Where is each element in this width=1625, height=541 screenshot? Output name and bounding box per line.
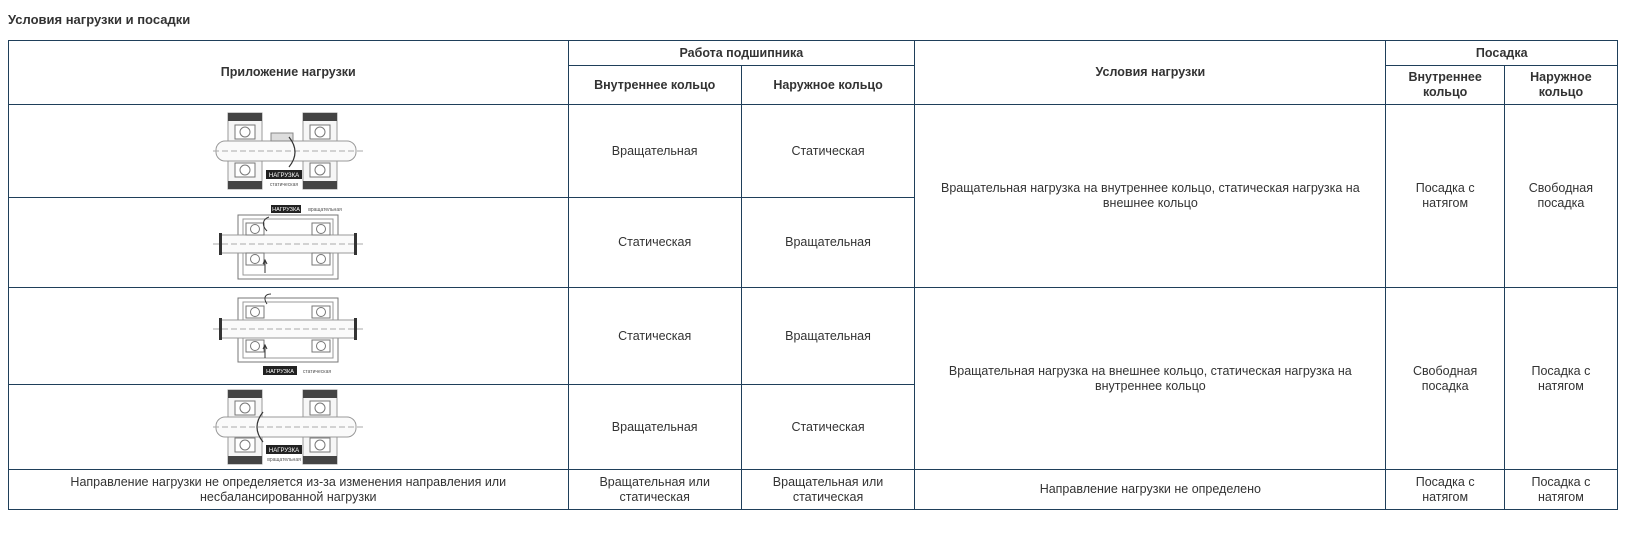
rotating-housing-static-load-diagram: [213, 292, 363, 380]
fit-outer-cell: Свободная посадка: [1504, 105, 1617, 288]
rotating-shaft-static-load-diagram: [213, 111, 363, 191]
load-caption: статическая: [270, 182, 299, 188]
fit-outer-cell: Посадка с натягом: [1504, 288, 1617, 470]
header-application: Приложение нагрузки: [9, 41, 569, 105]
header-load-conditions: Условия нагрузки: [915, 41, 1386, 105]
header-bearing-operation: Работа подшипника: [568, 41, 915, 66]
load-caption: вращательная: [308, 206, 343, 213]
diagram-cell: [9, 385, 569, 470]
fit-inner-cell: Посадка с натягом: [1386, 105, 1504, 288]
diagram-cell: [9, 198, 569, 288]
rotating-housing-rotating-load-diagram: [213, 388, 363, 466]
header-inner-ring: Внутреннее кольцо: [568, 66, 741, 105]
load-badge: НАГРУЗКА: [272, 206, 301, 213]
diagram-cell: [9, 288, 569, 385]
header-fit-inner: Внутреннее кольцо: [1386, 66, 1504, 105]
inner-ring-cell: Вращательная: [568, 385, 741, 470]
outer-ring-cell: Статическая: [741, 105, 914, 198]
outer-ring-cell: Вращательная: [741, 288, 914, 385]
load-fit-table: [8, 40, 1618, 510]
diagram-cell: [9, 105, 569, 198]
fit-inner-cell: Посадка с натягом: [1386, 470, 1504, 510]
fit-outer-cell: Посадка с натягом: [1504, 470, 1617, 510]
static-shaft-rotating-load-diagram: [213, 203, 363, 283]
fit-inner-cell: Свободная посадка: [1386, 288, 1504, 470]
inner-ring-cell: Вращательная: [568, 105, 741, 198]
outer-ring-cell: Вращательная или статическая: [741, 470, 914, 510]
table-row: [9, 470, 1618, 510]
load-condition-cell: Вращательная нагрузка на внутреннее кольцо, статическая нагрузка на внешнее кольцо: [915, 105, 1386, 288]
load-badge: НАГРУЗКА: [269, 448, 300, 454]
inner-ring-cell: Вращательная или статическая: [568, 470, 741, 510]
table-row: [9, 288, 1618, 385]
load-condition-cell: Направление нагрузки не определено: [915, 470, 1386, 510]
inner-ring-cell: Статическая: [568, 198, 741, 288]
outer-ring-cell: Статическая: [741, 385, 914, 470]
inner-ring-cell: Статическая: [568, 288, 741, 385]
load-caption: статическая: [303, 369, 332, 375]
load-condition-cell: Вращательная нагрузка на внешнее кольцо, статическая нагрузка на внутреннее кольцо: [915, 288, 1386, 470]
header-fit-outer: Наружное кольцо: [1504, 66, 1617, 105]
application-text-cell: Направление нагрузки не определяется из-за изменения направления или несбалансированной нагрузки: [9, 470, 569, 510]
page-title: Условия нагрузки и посадки: [8, 12, 191, 27]
load-badge: НАГРУЗКА: [266, 369, 295, 375]
header-fit: Посадка: [1386, 41, 1618, 66]
table-row: [9, 105, 1618, 198]
outer-ring-cell: Вращательная: [741, 198, 914, 288]
load-caption: вращательная: [267, 457, 302, 463]
load-badge: НАГРУЗКА: [269, 173, 300, 179]
header-outer-ring: Наружное кольцо: [741, 66, 914, 105]
